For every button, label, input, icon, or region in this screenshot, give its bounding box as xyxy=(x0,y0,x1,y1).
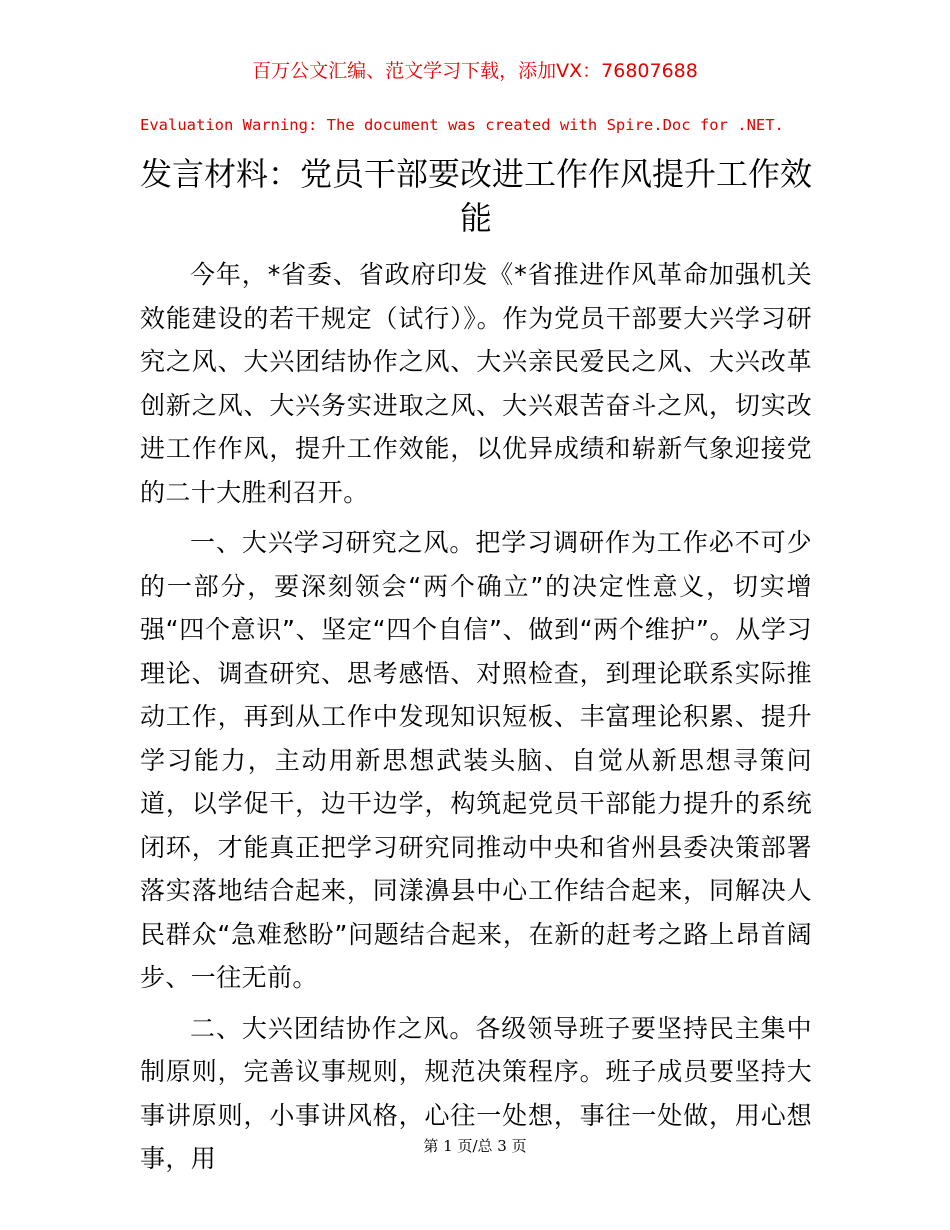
document-title: 发言材料：党员干部要改进工作作风提升工作效能 xyxy=(140,155,813,237)
page-number: 第 1 页/总 3 页 xyxy=(423,1137,527,1155)
evaluation-warning: Evaluation Warning: The document was created with Spire.Doc for .NET. xyxy=(140,116,784,134)
header-banner: 百万公文汇编、范文学习下载，添加VX：76807688 xyxy=(252,60,698,82)
paragraph-intro: 今年，*省委、省政府印发《*省推进作风革命加强机关效能建设的若干规定（试行）》。作为党员干部要大兴学习研究之风、大兴团结协作之风、大兴亲民爱民之风、大兴改革创新之风、大兴务实进取之风、大兴艰苦奋斗之风，切实改进工作作风，提升工作效能，以优异成绩和崭新气象迎接党的二十大胜利召开。 xyxy=(140,260,812,507)
paragraph-section-1: 一、大兴学习研究之风。把学习调研作为工作必不可少的一部分，要深刻领会“两个确立”的决定性意义，切实增强“四个意识”、坚定“四个自信”、做到“两个维护”。从学习理论、调查研究、思考感悟、对照检查，到理论联系实际推动工作，再到从工作中发现知识短板、丰富理论积累、提升学习能力，主动用新思想武装头脑、自觉从新思想寻策问道，以学促干，边干边学，构筑起党员干部能力提升的系统闭环，才能真正把学习研究同推动中央和省州县委决策部署落实落地结合起来，同漾濞县中心工作结合起来，同解决人民群众“急难愁盼”问题结合起来，在新的赶考之路上昂首阔步、一往无前。 xyxy=(140,528,812,992)
paragraph-section-2: 二、大兴团结协作之风。各级领导班子要坚持民主集中制原则，完善议事规则，规范决策程序。班子成员要坚持大事讲原则，小事讲风格，心往一处想，事往一处做，用心想事，用 xyxy=(140,1013,812,1173)
document-body xyxy=(140,253,812,1188)
